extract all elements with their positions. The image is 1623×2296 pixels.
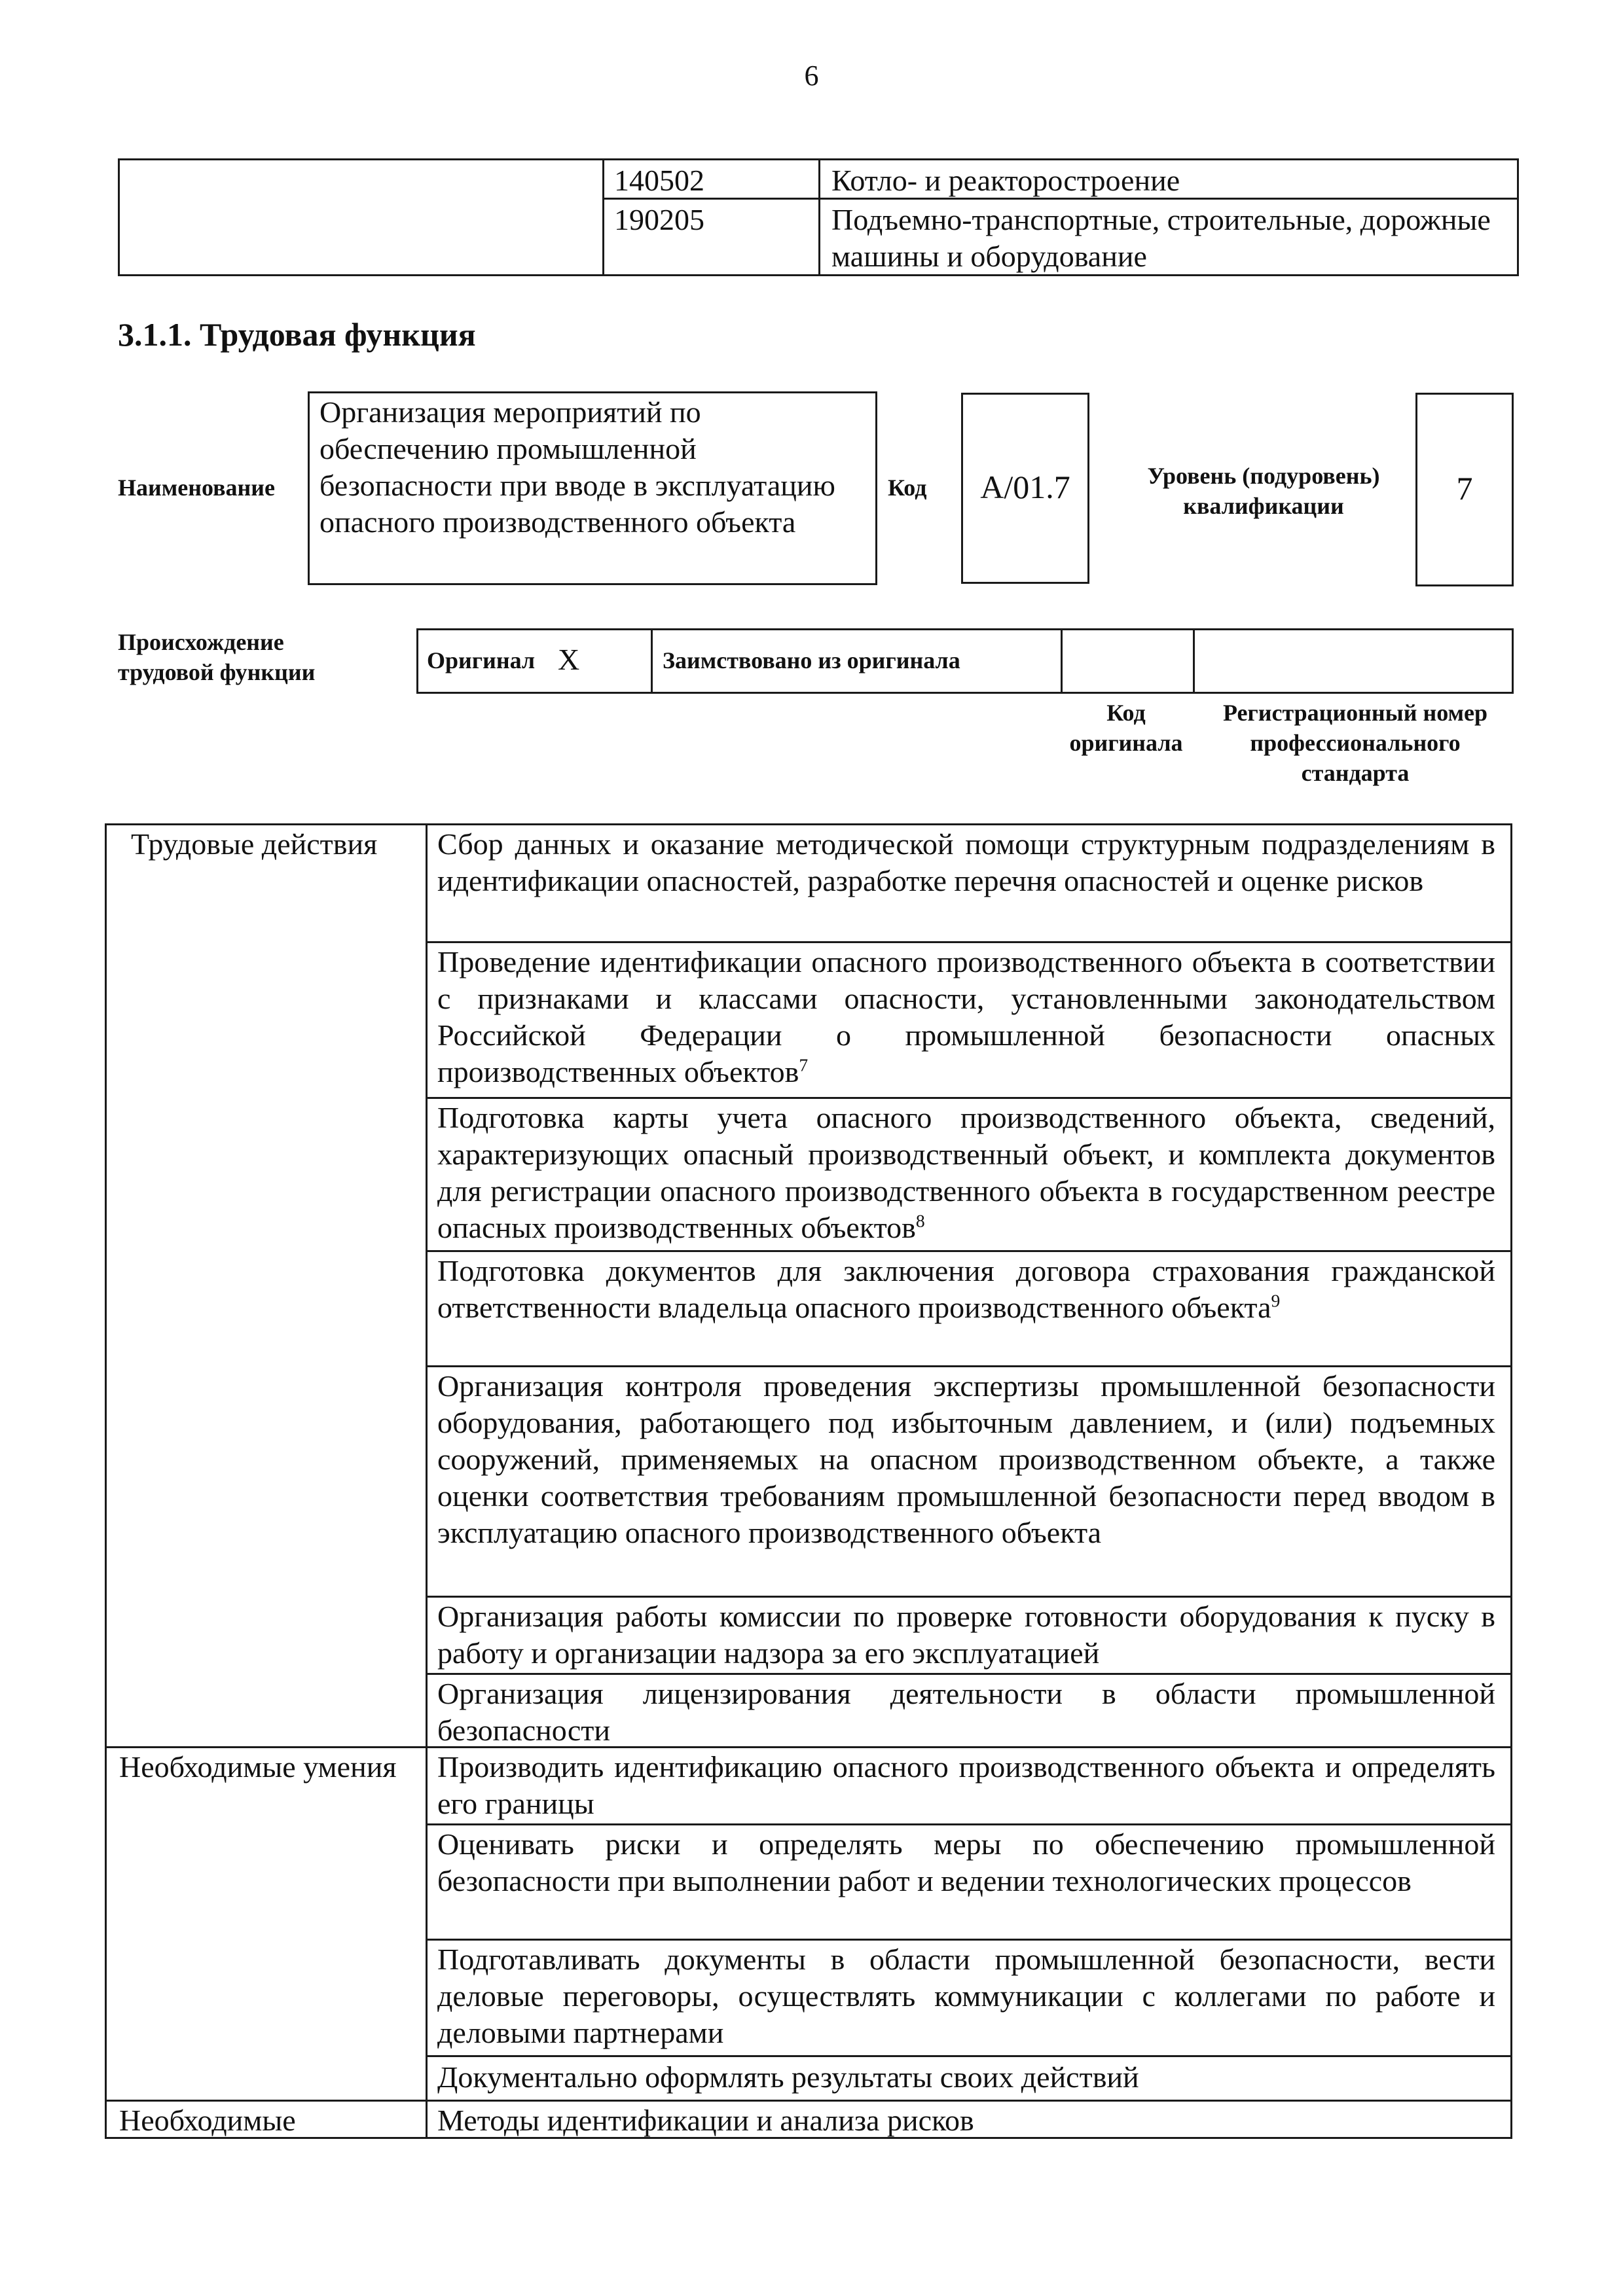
footnote-ref: 9 — [1271, 1290, 1281, 1311]
code-label: Код — [888, 475, 927, 501]
reg-caption: Регистрационный номер профессионального стандарта — [1222, 700, 1488, 786]
action-item: Подготовка карты учета опасного производственного объекта, сведений, характеризующих опасный производственный объект, и комплекта документов для регистрации опасного производственного объекта в государственном реестре опасных производственных объектов$^8$ — [437, 1101, 1495, 1244]
action-item: Организация лицензирования деятельности в области промышленной безопасности — [437, 1677, 1495, 1747]
skill-item: Производить идентификацию опасного производственного объекта и определять его границы — [437, 1750, 1495, 1820]
action-item: Организация работы комиссии по проверке готовности оборудования к пуску в работу и организации надзора за его эксплуатацией — [437, 1600, 1495, 1670]
origin-table — [416, 628, 1514, 694]
origin-label: Происхождение трудовой функции — [118, 629, 316, 685]
code-caption: Код оригинала — [1069, 700, 1183, 756]
actions-label: Трудовые действия — [131, 827, 378, 861]
knowledge-label: Необходимые — [119, 2104, 296, 2137]
top-table-row-code: 140502 — [614, 164, 704, 197]
original-mark: X — [558, 643, 580, 676]
action-item: Подготовка документов для заключения договора страхования гражданской ответственности владельца опасного производственного объекта$^9$ — [437, 1254, 1495, 1324]
skill-item: Оценивать риски и определять меры по обеспечению промышленной безопасности при выполнении работ и ведении технологических процессов — [437, 1827, 1495, 1897]
original-label: Оригинал — [427, 647, 536, 673]
page-number: 6 — [804, 60, 819, 92]
level-label: Уровень (подуровень) квалификации — [1147, 463, 1380, 519]
section-title: 3.1.1. Трудовая функция — [118, 316, 476, 353]
top-table-row-name: Подъемно-транспортные, строительные, дорожные машины и оборудование — [831, 203, 1491, 273]
borrowed-label: Заимствовано из оригинала — [663, 647, 960, 673]
function-code: A/01.7 — [980, 469, 1070, 505]
action-item: Проведение идентификации опасного производственного объекта в соответствии с признаками и классами опасности, установленными законодательством Российской Федерации о промышленной безопасности опасных производственных объектов$^7$ — [437, 945, 1495, 1088]
skill-item: Подготавливать документы в области промышленной безопасности, вести деловые переговоры, осуществлять коммуникации с коллегами по работе и деловыми партнерами — [437, 1943, 1495, 2049]
top-table-row-code: 190205 — [614, 203, 704, 236]
level-value: 7 — [1456, 470, 1473, 507]
knowledge-item: Методы идентификации и анализа рисков — [437, 2104, 974, 2137]
skill-item: Документально оформлять результаты своих действий — [437, 2060, 1139, 2094]
skills-label: Необходимые умения — [119, 1750, 397, 1784]
name-label: Наименование — [118, 475, 275, 501]
action-item: Организация контроля проведения экспертизы промышленной безопасности оборудования, работающего под избыточным давлением, и (или) подъемных сооружений, применяемых на опасном производственном объекте, а также оценки соответствия требованиям промышленной безопасности перед вводом в эксплуатацию опасного производственного объекта — [437, 1369, 1495, 1549]
footnote-ref: 8 — [915, 1210, 925, 1231]
action-item: Сбор данных и оказание методической помощи структурным подразделениям в идентификации опасностей, разработке перечня опасностей и оценке рисков — [437, 827, 1495, 897]
footnote-ref: 7 — [799, 1054, 809, 1075]
function-name: Организация мероприятий по обеспечению промышленной безопасности при вводе в эксплуатацию опасного производственного объекта — [319, 395, 835, 539]
top-table-row-name: Котло- и реакторостроение — [831, 164, 1180, 197]
